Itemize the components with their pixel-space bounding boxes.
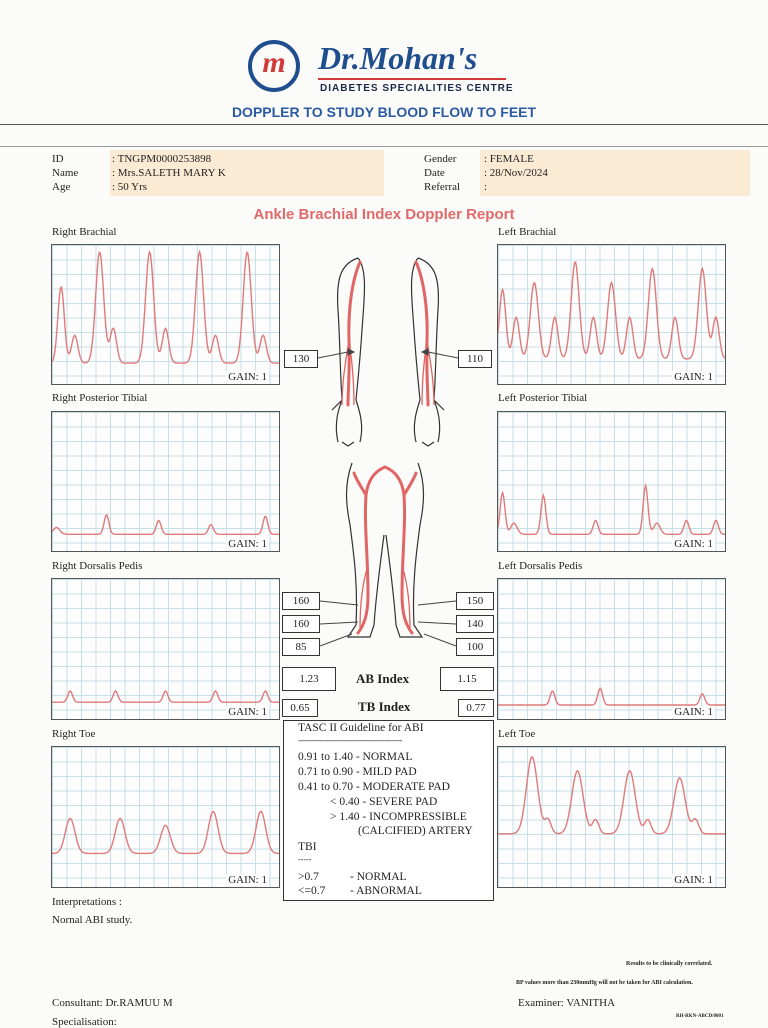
right-toe-title: Right Toe (52, 728, 96, 740)
specialisation-label: Specialisation: (52, 1016, 117, 1028)
note-correlated: Results to be clinically correlated. (626, 961, 713, 967)
referral-value: : (484, 181, 488, 193)
right-toe-pressure: 85 (282, 638, 320, 656)
waveform-trace (498, 757, 725, 834)
gender-label: Gender (424, 153, 457, 165)
right-brachial-waveform (51, 244, 280, 385)
guideline-line-severe: < 0.40 - SEVERE PAD (330, 796, 438, 808)
right-posterior-tibial-title: Right Posterior Tibial (52, 392, 148, 404)
tb-index-right: 0.65 (282, 699, 318, 717)
ab-index-left: 1.15 (440, 667, 494, 691)
id-value: : TNGPM0000253898 (112, 153, 212, 165)
left-toe-waveform (497, 746, 726, 888)
document-code: RH-RKN-ABCD/0001 (676, 1014, 724, 1019)
waveform-trace (498, 486, 725, 535)
header-rule (0, 124, 768, 125)
waveform-trace (52, 691, 279, 702)
gain-label: GAIN: 1 (228, 538, 267, 550)
tbi-divider: ----- (298, 855, 312, 864)
consultant-name: Consultant: Dr.RAMUU M (52, 997, 173, 1009)
right-toe-waveform (51, 746, 280, 888)
waveform-plot (498, 579, 725, 719)
right-dorsalis-pedis-title: Right Dorsalis Pedis (52, 560, 143, 572)
right-posterior-tibial-waveform (51, 411, 280, 552)
tb-index-left: 0.77 (458, 699, 494, 717)
guideline-line-calcified: (CALCIFIED) ARTERY (358, 825, 473, 837)
age-value: : 50 Yrs (112, 181, 148, 193)
left-dorsalis-pedis-waveform (497, 578, 726, 720)
guideline-line-normal: 0.91 to 1.40 - NORMAL (298, 751, 413, 763)
date-label: Date (424, 167, 445, 179)
tasc-guideline-box (283, 720, 494, 901)
tbi-abnormal-threshold: <=0.7 (298, 885, 326, 897)
waveform-trace (498, 688, 725, 705)
gender-value: : FEMALE (484, 153, 534, 165)
arms-illustration-icon (318, 250, 458, 450)
left-posterior-tibial-title: Left Posterior Tibial (498, 392, 588, 404)
gain-label: GAIN: 1 (674, 874, 713, 886)
gain-label: GAIN: 1 (228, 371, 267, 383)
brand-logo-icon (248, 40, 300, 92)
right-brachial-title: Right Brachial (52, 226, 117, 238)
right-posterior-tibial-pressure: 160 (282, 592, 320, 610)
left-dorsalis-pedis-pressure: 140 (456, 615, 494, 633)
name-value: : Mrs.SALETH MARY K (112, 167, 226, 179)
interpretation-label: Interpretations : (52, 896, 122, 908)
guideline-line-mild: 0.71 to 0.90 - MILD PAD (298, 766, 417, 778)
waveform-plot (52, 747, 279, 887)
left-dorsalis-pedis-title: Left Dorsalis Pedis (498, 560, 583, 572)
right-dorsalis-pedis-pressure: 160 (282, 615, 320, 633)
ab-index-label: AB Index (356, 671, 410, 686)
report-title: Ankle Brachial Index Doppler Report (253, 206, 515, 223)
gain-label: GAIN: 1 (674, 371, 713, 383)
waveform-trace (498, 262, 725, 359)
brand-subtitle: DIABETES SPECIALITIES CENTRE (320, 83, 514, 94)
guideline-line-moderate: 0.41 to 0.70 - MODERATE PAD (298, 781, 450, 793)
tb-index-label: TB Index (358, 699, 411, 714)
left-brachial-pressure: 110 (458, 350, 492, 368)
note-bp-limit: BP values more than 230mmHg will not be taken for ABI calculation. (516, 980, 693, 986)
gain-label: GAIN: 1 (228, 706, 267, 718)
guideline-line-incompressible: > 1.40 - INCOMPRESSIBLE (330, 811, 467, 823)
logo-letter: m (262, 46, 286, 79)
referral-label: Referral (424, 181, 461, 193)
left-toe-pressure: 100 (456, 638, 494, 656)
waveform-trace (52, 811, 279, 853)
waveform-trace (52, 252, 279, 363)
examiner-name: Examiner: VANITHA (518, 997, 616, 1009)
id-label: ID (52, 153, 64, 165)
gain-label: GAIN: 1 (674, 538, 713, 550)
left-posterior-tibial-waveform (497, 411, 726, 552)
tbi-normal-threshold: >0.7 (298, 871, 319, 883)
right-dorsalis-pedis-waveform (51, 578, 280, 720)
left-brachial-waveform (497, 244, 726, 385)
document-title: DOPPLER TO STUDY BLOOD FLOW TO FEET (231, 104, 537, 120)
left-toe-title: Left Toe (498, 728, 536, 740)
waveform-plot (52, 412, 279, 551)
waveform-plot (52, 579, 279, 719)
waveform-plot (498, 412, 725, 551)
guideline-divider: ------------------------------------------------ (298, 736, 402, 745)
guideline-title: TASC II Guideline for ABI (298, 722, 424, 734)
gain-label: GAIN: 1 (228, 874, 267, 886)
date-value: : 28/Nov/2024 (484, 167, 548, 179)
ab-index-right: 1.23 (282, 667, 336, 691)
left-posterior-tibial-pressure: 150 (456, 592, 494, 610)
interpretation-text: Nornal ABI study. (52, 914, 133, 926)
waveform-trace (52, 515, 279, 534)
legs-illustration-icon (330, 455, 440, 645)
left-brachial-title: Left Brachial (498, 226, 557, 238)
brand-name: Dr.Mohan's (318, 40, 478, 76)
gain-label: GAIN: 1 (674, 706, 713, 718)
right-brachial-pressure: 130 (284, 350, 318, 368)
tbi-title: TBI (298, 841, 317, 853)
tbi-abnormal-label: - ABNORMAL (350, 885, 422, 897)
tbi-normal-label: - NORMAL (350, 871, 407, 883)
waveform-plot (498, 747, 725, 887)
age-label: Age (52, 181, 71, 193)
brand-underline (318, 78, 506, 80)
header-rule-2 (0, 146, 768, 147)
waveform-plot (498, 245, 725, 384)
waveform-plot (52, 245, 279, 384)
name-label: Name (52, 167, 79, 179)
